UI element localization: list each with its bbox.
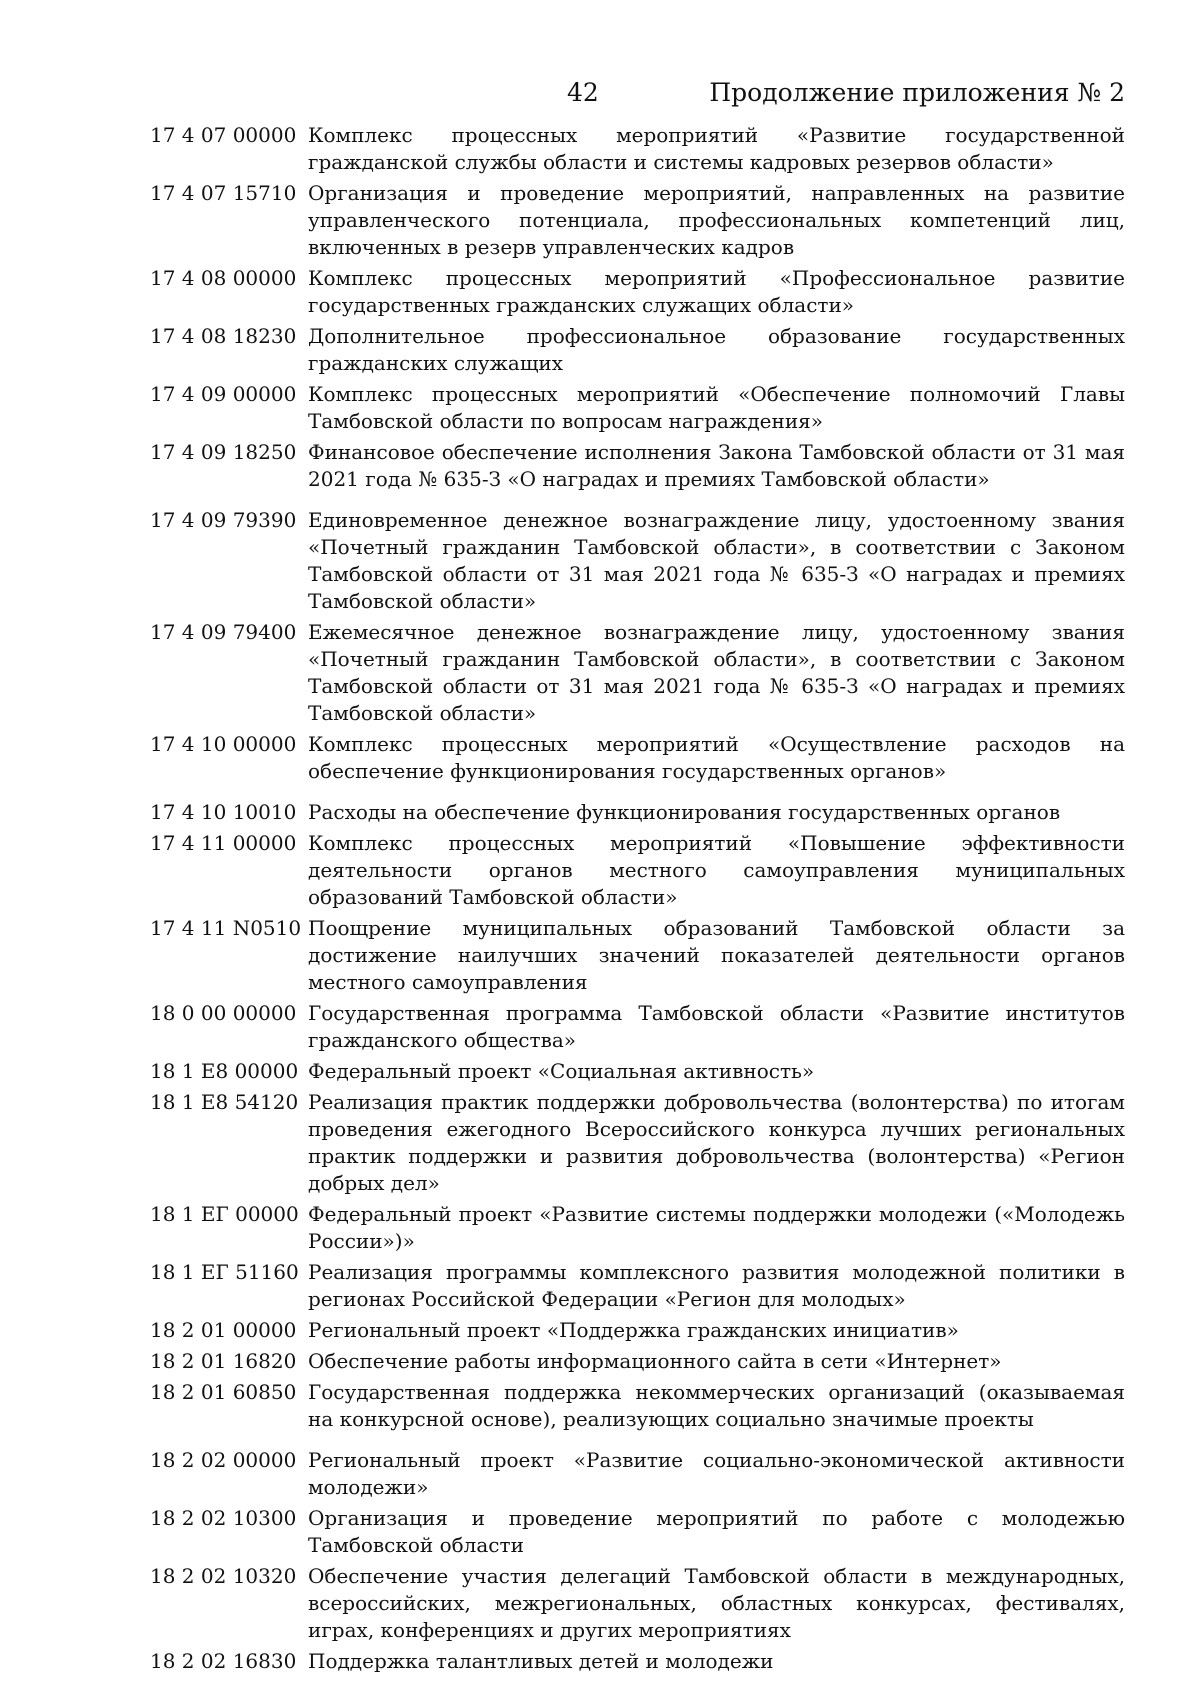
item-description: Комплекс процессных мероприятий «Профессиональное развитие государственных гражданских служащих области» bbox=[308, 266, 1125, 317]
list-item bbox=[150, 122, 1125, 176]
classification-code: 18 2 02 10320 bbox=[150, 1564, 297, 1588]
item-description: Комплекс процессных мероприятий «Повышение эффективности деятельности органов местного самоуправления муниципальных образований Тамбовской области» bbox=[308, 831, 1125, 909]
classification-code: 17 4 11 00000 bbox=[150, 831, 297, 855]
item-description: Реализация практик поддержки добровольчества (волонтерства) по итогам проведения ежегодного Всероссийского конкурса лучших региональных практик поддержки и развития добровольчества (волонтерства) «Регион добрых дел» bbox=[308, 1090, 1125, 1195]
list-item bbox=[150, 323, 1125, 377]
classification-code: 18 1 ЕГ 00000 bbox=[150, 1202, 299, 1226]
classification-code: 17 4 08 00000 bbox=[150, 266, 297, 290]
classification-code: 18 1 E8 00000 bbox=[150, 1059, 299, 1083]
list-item bbox=[150, 381, 1125, 435]
item-description: Обеспечение работы информационного сайта в сети «Интернет» bbox=[308, 1349, 1002, 1373]
appendix-continuation-title: Продолжение приложения № 2 bbox=[709, 78, 1125, 107]
classification-code: 17 4 08 18230 bbox=[150, 324, 297, 348]
classification-code: 18 2 01 16820 bbox=[150, 1349, 297, 1373]
list-item bbox=[150, 439, 1125, 493]
classification-code: 17 4 07 00000 bbox=[150, 123, 297, 147]
item-description: Поощрение муниципальных образований Тамбовской области за достижение наилучших значений показателей деятельности органов местного самоуправления bbox=[308, 916, 1125, 994]
item-description: Обеспечение участия делегаций Тамбовской области в международных, всероссийских, межрегиональных, областных конкурсах, фестивалях, играх, конференциях и других мероприятиях bbox=[308, 1564, 1125, 1642]
list-item bbox=[150, 1259, 1125, 1313]
list-item bbox=[150, 1505, 1125, 1559]
list-item bbox=[150, 799, 1125, 826]
classification-code: 17 4 09 79400 bbox=[150, 620, 297, 644]
item-description: Ежемесячное денежное вознаграждение лицу, удостоенному звания «Почетный гражданин Тамбовской области», в соответствии с Законом Тамбовской области от 31 мая 2021 года № 635-З «О наградах и премиях Тамбовской области» bbox=[308, 620, 1125, 725]
item-description: Организация и проведение мероприятий, направленных на развитие управленческого потенциала, профессиональных компетенций лиц, включенных в резерв управленческих кадров bbox=[308, 181, 1125, 259]
classification-code: 17 4 10 10010 bbox=[150, 800, 297, 824]
classification-code: 18 0 00 00000 bbox=[150, 1001, 297, 1025]
item-description: Региональный проект «Развитие социально-экономической активности молодежи» bbox=[308, 1448, 1125, 1499]
list-item bbox=[150, 1348, 1125, 1375]
page-number: 42 bbox=[567, 78, 599, 107]
page-header bbox=[0, 78, 1200, 118]
list-item bbox=[150, 1201, 1125, 1255]
item-description: Единовременное денежное вознаграждение лицу, удостоенному звания «Почетный гражданин Тамбовской области», в соответствии с Законом Тамбовской области от 31 мая 2021 года № 635-З «О наградах и премиях Тамбовской области» bbox=[308, 508, 1125, 613]
classification-code: 18 1 E8 54120 bbox=[150, 1090, 299, 1114]
list-item bbox=[150, 830, 1125, 911]
classification-code: 18 2 01 00000 bbox=[150, 1318, 297, 1342]
item-description: Организация и проведение мероприятий по работе с молодежью Тамбовской области bbox=[308, 1506, 1125, 1557]
list-item bbox=[150, 619, 1125, 727]
classification-code: 17 4 10 00000 bbox=[150, 732, 297, 756]
list-item bbox=[150, 1089, 1125, 1197]
item-description: Государственная поддержка некоммерческих организаций (оказываемая на конкурсной основе), реализующих социально значимые проекты bbox=[308, 1380, 1125, 1431]
list-item bbox=[150, 1648, 1125, 1675]
classification-code: 17 4 09 00000 bbox=[150, 382, 297, 406]
item-description: Комплекс процессных мероприятий «Обеспечение полномочий Главы Тамбовской области по вопросам награждения» bbox=[308, 382, 1125, 433]
list-item bbox=[150, 1317, 1125, 1344]
item-description: Комплекс процессных мероприятий «Осуществление расходов на обеспечение функционирования государственных органов» bbox=[308, 732, 1125, 783]
classification-code: 17 4 07 15710 bbox=[150, 181, 297, 205]
item-description: Поддержка талантливых детей и молодежи bbox=[308, 1649, 774, 1673]
list-item bbox=[150, 1058, 1125, 1085]
item-description: Федеральный проект «Развитие системы поддержки молодежи («Молодежь России»)» bbox=[308, 1202, 1125, 1253]
item-description: Региональный проект «Поддержка гражданских инициатив» bbox=[308, 1318, 959, 1342]
classification-code: 18 2 02 00000 bbox=[150, 1448, 297, 1472]
classification-code: 17 4 09 18250 bbox=[150, 440, 297, 464]
item-description: Государственная программа Тамбовской области «Развитие институтов гражданского общества» bbox=[308, 1001, 1125, 1052]
item-description: Дополнительное профессиональное образование государственных гражданских служащих bbox=[308, 324, 1125, 375]
item-description: Федеральный проект «Социальная активность» bbox=[308, 1059, 815, 1083]
list-item bbox=[150, 1563, 1125, 1644]
list-item bbox=[150, 180, 1125, 261]
classification-code: 18 2 01 60850 bbox=[150, 1380, 297, 1404]
classification-code: 17 4 11 N0510 bbox=[150, 916, 302, 940]
item-description: Реализация программы комплексного развития молодежной политики в регионах Российской Федерации «Регион для молодых» bbox=[308, 1260, 1125, 1311]
list-item bbox=[150, 1000, 1125, 1054]
list-item bbox=[150, 1379, 1125, 1433]
item-description: Комплекс процессных мероприятий «Развитие государственной гражданской службы области и системы кадровых резервов области» bbox=[308, 123, 1125, 174]
item-description: Расходы на обеспечение функционирования государственных органов bbox=[308, 800, 1061, 824]
classification-code: 18 1 ЕГ 51160 bbox=[150, 1260, 299, 1284]
classification-code: 18 2 02 10300 bbox=[150, 1506, 297, 1530]
item-description: Финансовое обеспечение исполнения Закона Тамбовской области от 31 мая 2021 года № 635-З «О наградах и премиях Тамбовской области» bbox=[308, 440, 1125, 491]
budget-code-list bbox=[150, 122, 1125, 1679]
list-item bbox=[150, 507, 1125, 615]
list-item bbox=[150, 265, 1125, 319]
classification-code: 18 2 02 16830 bbox=[150, 1649, 297, 1673]
list-item bbox=[150, 731, 1125, 785]
list-item bbox=[150, 915, 1125, 996]
list-item bbox=[150, 1447, 1125, 1501]
classification-code: 17 4 09 79390 bbox=[150, 508, 297, 532]
